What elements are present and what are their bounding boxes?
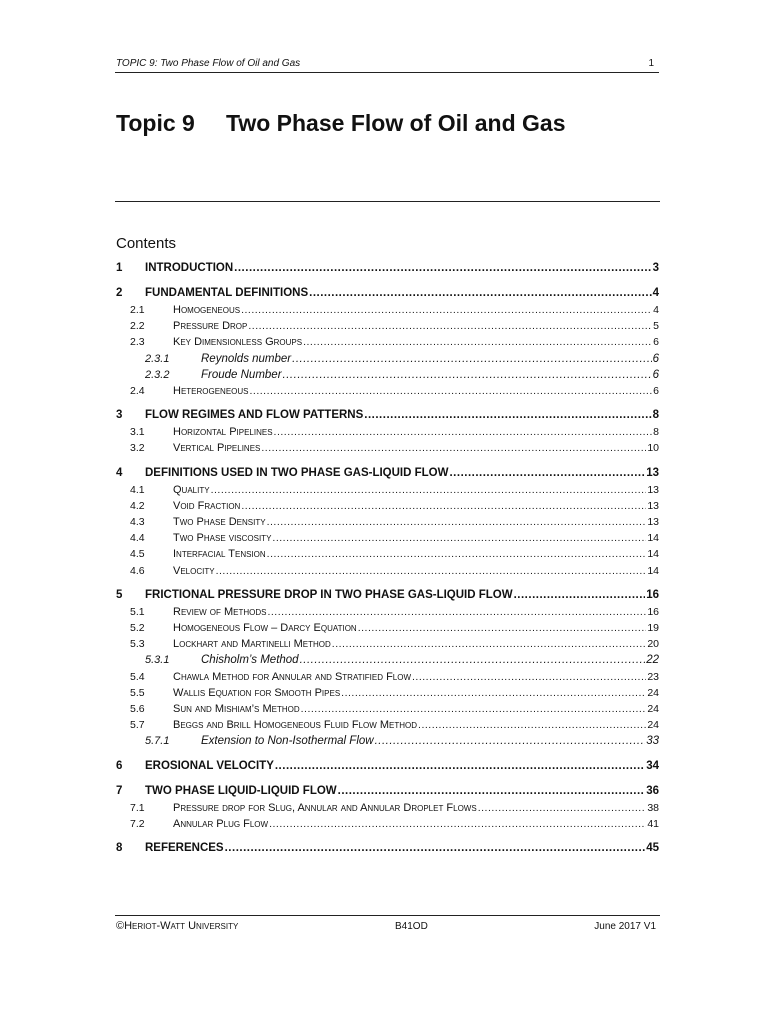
toc-entry-number: 2.4: [130, 385, 145, 397]
topic-number: Topic 9: [116, 110, 195, 136]
toc-entry-page: 6: [652, 352, 659, 365]
toc-entry-number: 4.6: [130, 564, 145, 577]
toc-entry[interactable]: [116, 622, 659, 638]
page-title: [116, 110, 566, 137]
toc-leader-dots: [292, 353, 651, 365]
toc-entry-page: 13: [647, 499, 659, 512]
toc-entry-title: Two Phase viscosity: [173, 532, 272, 545]
toc-entry-number: 5.2: [130, 622, 145, 634]
toc-leader-dots: [449, 467, 645, 479]
toc-entry-title: Horizontal Pipelines: [173, 426, 273, 439]
toc-entry-page: 45: [646, 842, 659, 854]
toc-leader-dots: [241, 500, 646, 512]
toc-entry-title: Void Fraction: [173, 499, 241, 512]
toc-entry-page: 8: [652, 409, 659, 422]
toc-entry-page: 13: [646, 466, 659, 479]
toc-entry-title: Interfacial Tension: [173, 548, 266, 561]
toc-entry-page: 19: [647, 622, 659, 634]
header-rule: [115, 72, 659, 73]
toc-entry-title: Reynolds number: [201, 352, 292, 365]
toc-entry-title: FLOW REGIMES AND FLOW PATTERNS: [145, 409, 364, 422]
toc-entry[interactable]: [116, 719, 659, 735]
toc-entry-title: TWO PHASE LIQUID-LIQUID FLOW: [145, 784, 337, 797]
toc-leader-dots: [301, 703, 647, 715]
toc-entry[interactable]: [116, 548, 659, 564]
title-rule: [115, 201, 660, 202]
toc-entry-title: Key Dimensionless Groups: [173, 336, 303, 349]
toc-leader-dots: [309, 287, 651, 299]
toc-entry-page: 8: [653, 426, 659, 439]
toc-entry-number: 7.2: [130, 817, 145, 830]
toc-entry[interactable]: [116, 484, 659, 500]
contents-heading: Contents: [116, 235, 177, 252]
toc-entry-page: 4: [653, 304, 659, 316]
toc-entry-page: 16: [647, 605, 659, 618]
toc-entry-title: EROSIONAL VELOCITY: [145, 759, 274, 772]
toc-entry[interactable]: [116, 426, 659, 442]
toc-leader-dots: [225, 842, 646, 854]
toc-entry-page: 14: [647, 548, 659, 561]
toc-entry-title: Sun and Mishiam’s Method: [173, 703, 300, 715]
toc-entry-page: 20: [647, 638, 659, 651]
toc-entry-title: Extension to Non-Isothermal Flow: [201, 735, 374, 748]
running-header: [116, 58, 658, 72]
toc-leader-dots: [234, 262, 651, 274]
toc-entry-page: 3: [652, 262, 659, 274]
toc-entry-title: Lockhart and Martinelli Method: [173, 638, 331, 651]
toc-entry-title: Froude Number: [201, 368, 282, 381]
toc-entry[interactable]: [116, 287, 659, 303]
toc-leader-dots: [358, 622, 647, 634]
toc-entry-number: 5.5: [130, 686, 145, 699]
toc-leader-dots: [275, 760, 645, 772]
toc-entry-page: 6: [652, 368, 659, 381]
toc-entry-number: 5.3: [130, 638, 145, 651]
toc-entry[interactable]: [116, 385, 659, 401]
toc-entry[interactable]: [116, 320, 659, 336]
toc-entry[interactable]: [116, 703, 659, 719]
toc-entry-title: Review of Methods: [173, 605, 267, 618]
toc-entry-page: 13: [647, 483, 659, 496]
toc-entry-number: 4: [116, 466, 123, 479]
header-page-number: 1: [648, 58, 654, 69]
toc-leader-dots: [267, 548, 647, 560]
toc-entry-page: 38: [647, 801, 659, 814]
toc-entry-page: 24: [647, 703, 659, 715]
toc-entry-title: INTRODUCTION: [145, 262, 234, 274]
toc-leader-dots: [478, 802, 647, 814]
toc-entry[interactable]: [116, 353, 659, 369]
toc-entry-page: 33: [646, 735, 659, 748]
toc-entry-number: 5.6: [130, 703, 145, 715]
toc-entry-number: 3.2: [130, 442, 145, 455]
toc-entry[interactable]: [116, 369, 659, 385]
toc-entry[interactable]: [116, 532, 659, 548]
topic-title: Two Phase Flow of Oil and Gas: [226, 110, 566, 136]
toc-entry-number: 5: [116, 588, 123, 601]
toc-entry-page: 14: [647, 564, 659, 577]
toc-entry-number: 2.3.1: [145, 352, 170, 365]
toc-entry-number: 4.4: [130, 532, 145, 545]
toc-entry-number: 4.1: [130, 483, 145, 496]
toc-entry-title: REFERENCES: [145, 842, 224, 854]
toc-entry[interactable]: [116, 500, 659, 516]
toc-leader-dots: [514, 589, 646, 601]
toc-leader-dots: [269, 818, 646, 830]
toc-entry-page: 23: [647, 670, 659, 683]
toc-leader-dots: [216, 565, 647, 577]
toc-entry[interactable]: [116, 735, 659, 751]
toc-entry-number: 4.5: [130, 548, 145, 561]
toc-entry-title: Vertical Pipelines: [173, 442, 261, 455]
toc-entry[interactable]: [116, 467, 659, 483]
toc-entry-number: 3: [116, 409, 123, 422]
toc-leader-dots: [211, 484, 647, 496]
toc-leader-dots: [364, 409, 651, 421]
toc-entry[interactable]: [116, 654, 659, 670]
toc-entry[interactable]: [116, 304, 659, 320]
footer-version: June 2017 V1: [594, 921, 656, 932]
toc-leader-dots: [248, 320, 652, 332]
toc-leader-dots: [274, 426, 653, 438]
toc-entry[interactable]: [116, 336, 659, 352]
toc-entry-page: 6: [653, 385, 659, 397]
toc-entry[interactable]: [116, 638, 659, 654]
toc-entry[interactable]: [116, 687, 659, 703]
toc-entry-title: Beggs and Brill Homogeneous Fluid Flow Method: [173, 719, 418, 732]
toc-entry-number: 7: [116, 784, 123, 797]
toc-entry-title: Two Phase Density: [173, 516, 266, 528]
toc-entry-title: Chawla Method for Annular and Stratified Flow: [173, 670, 412, 683]
toc-entry[interactable]: [116, 516, 659, 532]
toc-entry-page: 24: [647, 719, 659, 732]
toc-entry-number: 3.1: [130, 426, 145, 439]
toc-entry-title: Pressure drop for Slug, Annular and Annular Droplet Flows: [173, 801, 477, 814]
toc-entry-number: 5.7.1: [145, 735, 170, 748]
toc-entry-number: 7.1: [130, 801, 145, 814]
toc-leader-dots: [283, 369, 652, 381]
toc-leader-dots: [250, 385, 653, 397]
toc-entry-title: DEFINITIONS USED IN TWO PHASE GAS-LIQUID FLOW: [145, 466, 449, 479]
toc-leader-dots: [412, 671, 646, 683]
toc-entry[interactable]: [116, 785, 659, 801]
toc-entry-page: 13: [647, 516, 659, 528]
toc-entry-title: Wallis Equation for Smooth Pipes: [173, 686, 341, 699]
toc-leader-dots: [241, 304, 652, 316]
toc-entry[interactable]: [116, 606, 659, 622]
toc-entry[interactable]: [116, 760, 659, 776]
toc-entry-number: 4.3: [130, 516, 145, 528]
toc-entry-page: 41: [647, 817, 659, 830]
toc-leader-dots: [300, 654, 646, 666]
toc-entry[interactable]: [116, 589, 659, 605]
toc-leader-dots: [375, 735, 646, 747]
footer-course-code: B41OD: [395, 921, 428, 932]
toc-leader-dots: [418, 719, 646, 731]
toc-entry-number: 2: [116, 287, 123, 299]
toc-entry[interactable]: [116, 818, 659, 834]
toc-leader-dots: [261, 442, 646, 454]
toc-entry-title: Homogeneous Flow – Darcy Equation: [173, 622, 357, 634]
footer-copyright: ©Heriot-Watt University: [116, 920, 239, 932]
toc-entry-number: 1: [116, 262, 123, 274]
toc-leader-dots: [267, 606, 646, 618]
toc-entry-title: Quality: [173, 483, 210, 496]
toc-leader-dots: [341, 687, 646, 699]
toc-entry[interactable]: [116, 671, 659, 687]
toc-leader-dots: [267, 516, 647, 528]
toc-entry[interactable]: [116, 409, 659, 425]
toc-entry-page: 6: [653, 336, 659, 349]
toc-entry-title: Homogeneous: [173, 304, 241, 316]
toc-entry[interactable]: [116, 802, 659, 818]
toc-entry-number: 2.1: [130, 304, 145, 316]
toc-entry-number: 2.2: [130, 320, 145, 333]
toc-entry[interactable]: [116, 262, 659, 278]
toc-entry-title: Velocity: [173, 564, 215, 577]
toc-entry-number: 5.1: [130, 605, 145, 618]
toc-entry-page: 34: [646, 759, 659, 772]
toc-entry-title: Pressure Drop: [173, 320, 248, 333]
toc-entry-number: 6: [116, 759, 123, 772]
toc-entry-title: FUNDAMENTAL DEFINITIONS: [145, 287, 309, 299]
toc-entry-page: 10: [647, 442, 659, 455]
toc-entry-title: Annular Plug Flow: [173, 817, 269, 830]
toc-entry-page: 22: [646, 654, 659, 667]
toc-entry-number: 8: [116, 842, 123, 854]
toc-entry-page: 4: [652, 287, 659, 299]
toc-entry[interactable]: [116, 442, 659, 458]
toc-entry-number: 5.4: [130, 670, 145, 683]
toc-entry[interactable]: [116, 842, 659, 858]
toc-entry[interactable]: [116, 565, 659, 581]
toc-entry-page: 5: [653, 320, 659, 333]
toc-entry-page: 24: [647, 686, 659, 699]
footer-rule: [115, 915, 660, 916]
toc-entry-number: 5.7: [130, 719, 145, 732]
toc-leader-dots: [338, 785, 646, 797]
toc-entry-title: Heterogeneous: [173, 385, 249, 397]
toc-entry-page: 36: [646, 784, 659, 797]
toc-entry-number: 2.3.2: [145, 368, 170, 381]
header-title: TOPIC 9: Two Phase Flow of Oil and Gas: [116, 58, 301, 69]
toc-leader-dots: [303, 336, 652, 348]
toc-leader-dots: [332, 638, 647, 650]
toc-entry-number: 2.3: [130, 336, 145, 349]
toc-entry-title: Chisholm’s Method: [201, 654, 299, 667]
toc-entry-number: 5.3.1: [145, 654, 170, 667]
toc-entry-number: 4.2: [130, 499, 145, 512]
toc-entry-page: 16: [646, 588, 659, 601]
toc-leader-dots: [272, 532, 646, 544]
toc-entry-page: 14: [647, 532, 659, 545]
toc-entry-title: FRICTIONAL PRESSURE DROP IN TWO PHASE GAS-LIQUID FLOW: [145, 588, 513, 601]
